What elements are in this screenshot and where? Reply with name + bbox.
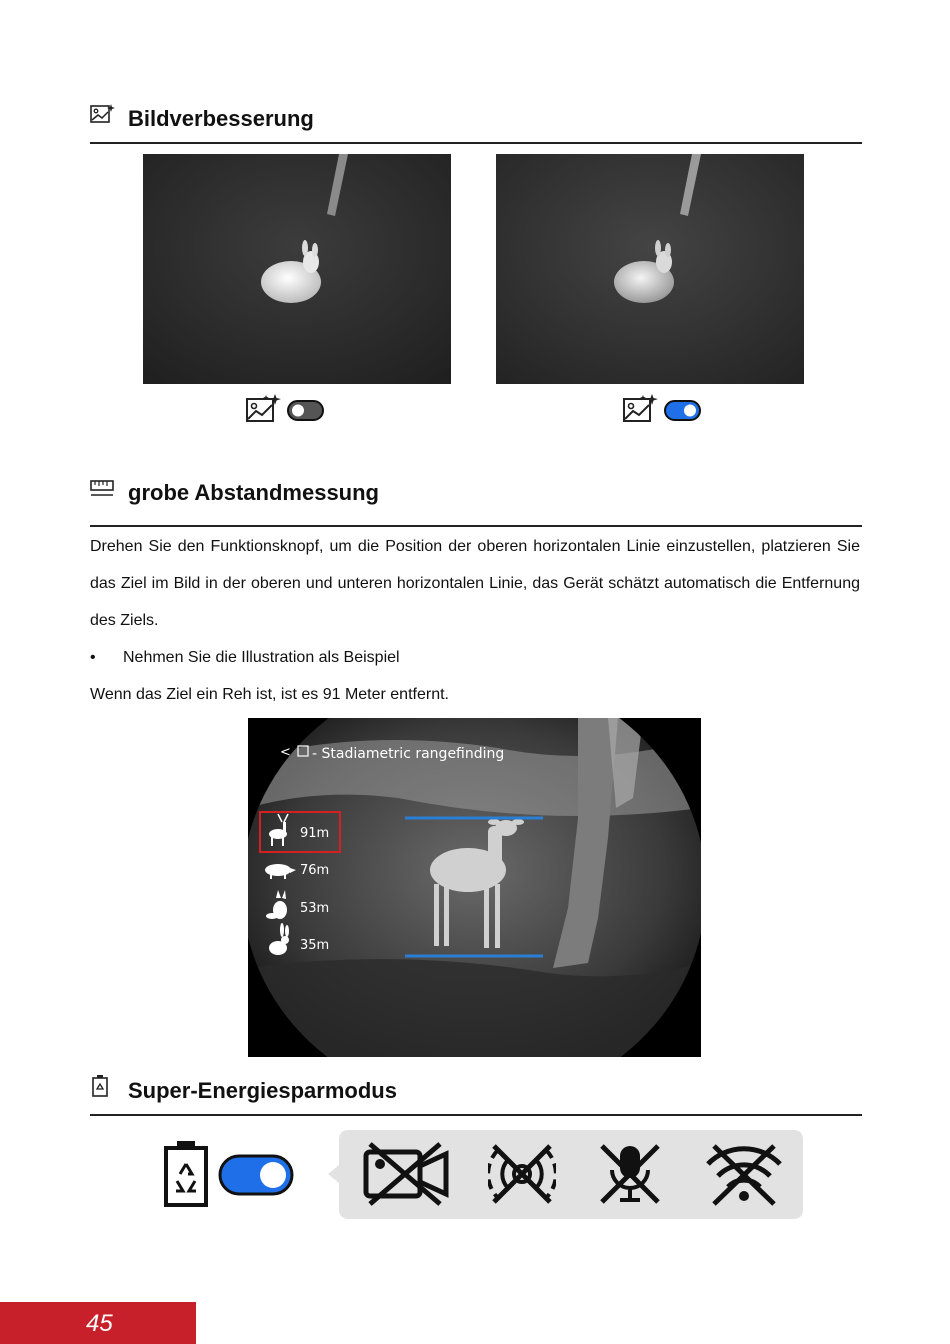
page-number: 45 bbox=[86, 1310, 113, 1337]
paragraph-text: Drehen Sie den Funktionsknopf, um die Position der oberen horizontalen Linie einzustellen, platzieren Sie das Ziel im Bild in der oberen und unteren horizontalen Linie, das Gerät schätzt automatisch die Entfernung des Ziels. bbox=[90, 538, 860, 629]
bullet-marker: • bbox=[90, 649, 96, 666]
battery-recycle-icon bbox=[90, 1074, 110, 1098]
thermal-image-before bbox=[143, 154, 451, 384]
target-distance: 76m bbox=[300, 863, 330, 878]
microphone-off-icon bbox=[596, 1140, 664, 1208]
section-title-power-saving: Super-Energiesparmodus bbox=[128, 1078, 397, 1103]
bullet-item bbox=[90, 639, 860, 676]
section-divider bbox=[90, 525, 862, 527]
video-recording-off-icon bbox=[360, 1140, 452, 1208]
enhance-toggle-off[interactable] bbox=[287, 400, 324, 421]
target-distance: 53m bbox=[300, 901, 330, 916]
section-divider bbox=[90, 142, 862, 144]
bullet-text: Nehmen Sie die Illustration als Beispiel bbox=[123, 649, 400, 666]
enhance-toggle-on[interactable] bbox=[664, 400, 701, 421]
screen-back-icon[interactable]: < bbox=[280, 745, 291, 760]
image-enhance-icon bbox=[246, 393, 282, 423]
wifi-off-icon bbox=[704, 1140, 784, 1208]
target-distance: 91m bbox=[300, 826, 330, 841]
screen-header: - Stadiametric rangefinding bbox=[312, 746, 505, 762]
thermal-image-after bbox=[496, 154, 804, 384]
image-enhance-icon bbox=[623, 393, 659, 423]
rangefinding-screen bbox=[248, 718, 701, 1057]
hotspot-off-icon bbox=[488, 1140, 556, 1208]
example-text: Wenn das Ziel ein Reh ist, ist es 91 Meter entfernt. bbox=[90, 686, 449, 703]
power-saving-toggle[interactable] bbox=[218, 1154, 294, 1196]
section-title-image-enhancement: Bildverbesserung bbox=[128, 106, 314, 131]
section-title-rangefinding: grobe Abstandmessung bbox=[128, 480, 379, 505]
ruler-icon bbox=[90, 479, 116, 499]
target-distance: 35m bbox=[300, 938, 330, 953]
image-enhance-icon bbox=[90, 103, 116, 125]
battery-recycle-icon bbox=[163, 1139, 209, 1209]
section-divider bbox=[90, 1114, 862, 1116]
rangefinding-description bbox=[90, 528, 860, 713]
